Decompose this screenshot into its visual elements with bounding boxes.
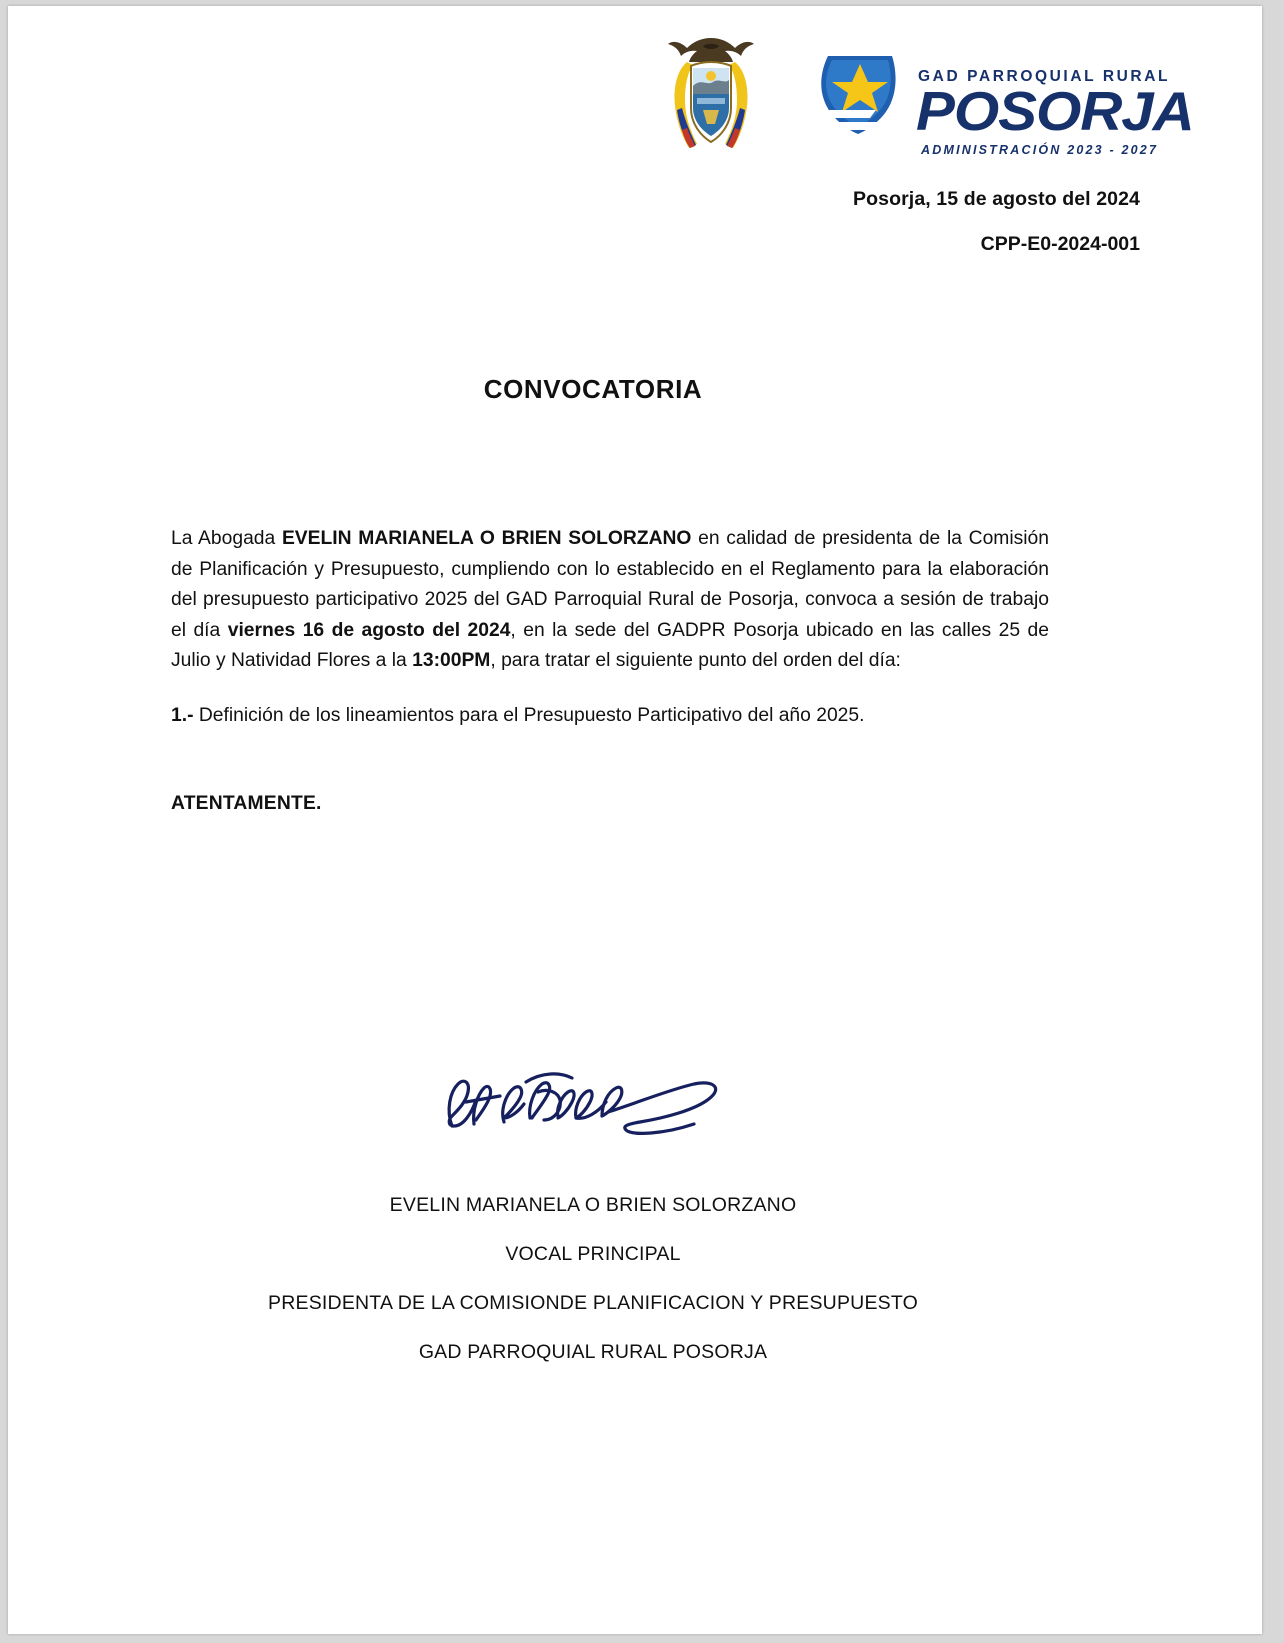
logo-main-title: POSORJA bbox=[916, 80, 1194, 142]
document-body bbox=[171, 524, 1049, 815]
signatory-position: PRESIDENTA DE LA COMISIONDE PLANIFICACION Y PRESUPUESTO bbox=[268, 1292, 918, 1314]
signatory-role: VOCAL PRINCIPAL bbox=[505, 1243, 681, 1265]
main-paragraph bbox=[171, 524, 1049, 677]
paragraph-emphasis: 13:00PM bbox=[412, 650, 491, 671]
ecuador-coat-of-arms-icon bbox=[663, 32, 759, 160]
logo-subtitle: ADMINISTRACIÓN 2023 - 2027 bbox=[921, 143, 1159, 157]
posorja-logo bbox=[818, 42, 1194, 157]
agenda-item-number: 1.- bbox=[171, 704, 194, 726]
paragraph-text: en calidad de presidenta de la Comisión de Planificación y Presupuesto, cumpliendo con lo establecido en el Reglamento para la elaboración del presupuesto participativo 2025 del GAD Parroquial Rural de Posorja, convoca a sesión de trabajo el día bbox=[171, 528, 1050, 641]
logo-top-line: GAD PARROQUIAL RURAL bbox=[918, 68, 1171, 85]
signatory-name: EVELIN MARIANELA O BRIEN SOLORZANO bbox=[389, 1194, 797, 1216]
letterhead bbox=[8, 24, 1262, 157]
signatory-entity: GAD PARROQUIAL RURAL POSORJA bbox=[418, 1341, 768, 1363]
handwritten-signature bbox=[426, 1066, 756, 1146]
closing-text: ATENTAMENTE. bbox=[171, 792, 322, 814]
paragraph-text: , en la sede del GADPR Posorja ubicado en las calles 25 de Julio y Natividad Flores a la bbox=[171, 619, 1049, 671]
agenda-item-text: Definición de los lineamientos para el Presupuesto Participativo del año 2025. bbox=[193, 704, 865, 726]
page-title: CONVOCATORIA bbox=[483, 374, 703, 404]
paragraph-text: , para tratar el siguiente punto del orden del día: bbox=[490, 650, 901, 671]
posorja-shield-icon bbox=[818, 48, 910, 140]
paragraph-text: La Abogada bbox=[171, 528, 282, 549]
document-meta bbox=[853, 188, 1140, 256]
signature-lines bbox=[8, 1194, 1220, 1390]
paragraph-emphasis: viernes 16 de agosto del 2024 bbox=[227, 619, 511, 641]
document-page bbox=[8, 6, 1262, 1634]
document-code: CPP-E0-2024-001 bbox=[980, 233, 1140, 255]
paragraph-emphasis: EVELIN MARIANELA O BRIEN SOLORZANO bbox=[281, 528, 692, 549]
place-and-date: Posorja, 15 de agosto del 2024 bbox=[853, 188, 1140, 210]
agenda-item bbox=[171, 701, 1049, 731]
